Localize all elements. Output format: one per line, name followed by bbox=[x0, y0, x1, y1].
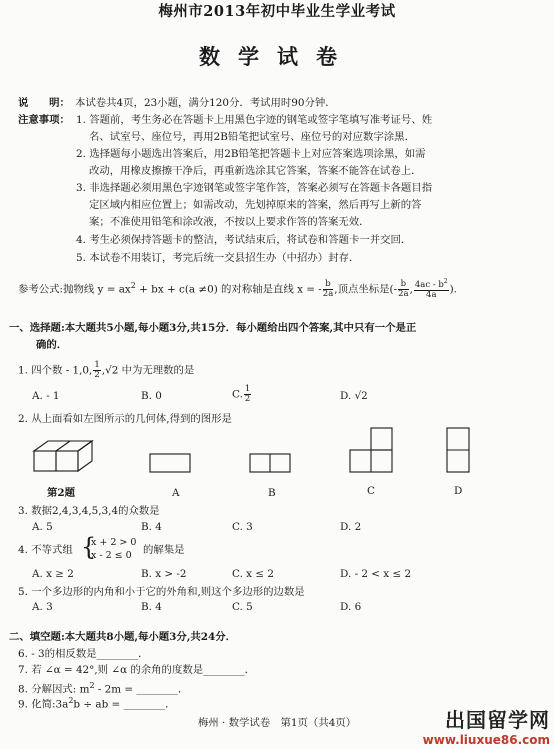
q1-option-b: B. 0 bbox=[141, 390, 162, 402]
q2-option-c-figure bbox=[348, 425, 396, 477]
q2-option-b-figure bbox=[248, 452, 294, 474]
q5-stem: 5. 一个多边形的内角和小于它的外角和,则这个多边形的边数是 bbox=[18, 586, 305, 598]
section-1-title: 一、选择题:本大题共5小题,每小题3分,共15分．每小题给出四个答案,其中只有一个是正 bbox=[9, 322, 417, 334]
note-line: 定区域内相应位置上；如需改动，先划掉原来的答案，然后再写上新的答 bbox=[89, 199, 422, 211]
note-line: 2. 选择题每小题选出答案后，用2B铅笔把答题卡上对应答案选项涂黑，如需 bbox=[76, 148, 426, 160]
q2-label-a: A bbox=[172, 487, 180, 499]
q3-option-c: C. 3 bbox=[232, 521, 253, 533]
q2-option-a-figure bbox=[148, 452, 194, 474]
note-line: 改动，用橡皮擦擦干净后，再重新选涂其它答案，答案不能答在试卷上． bbox=[89, 165, 422, 177]
q3-option-b: B. 4 bbox=[141, 521, 162, 533]
q5-option-a: A. 3 bbox=[32, 601, 53, 613]
note-line: 5. 本试卷不用装订，考完后统一交县招生办（中招办）封存． bbox=[76, 252, 360, 264]
q5-option-d: D. 6 bbox=[340, 601, 362, 613]
note-line: 4. 考生必须保持答题卡的整洁，考试结束后，将试卷和答题卡一并交回． bbox=[76, 234, 412, 246]
q4-stem-a: 4. 不等式组 bbox=[18, 544, 73, 556]
q4-inequality-1: x + 2 > 0 bbox=[91, 537, 137, 548]
q4-option-b: B. x > -2 bbox=[141, 568, 187, 580]
page-footer: 梅州 · 数学试卷 第1页（共4页） bbox=[197, 717, 357, 729]
q3-option-d: D. 2 bbox=[340, 521, 362, 533]
q2-option-d-figure bbox=[444, 425, 474, 477]
q4-stem-b: 的解集是 bbox=[143, 544, 185, 556]
explain-text: 本试卷共4页，23小题，满分120分．考试用时90分钟． bbox=[75, 97, 336, 109]
q3-stem: 3. 数据2,4,3,4,5,3,4的众数是 bbox=[18, 505, 160, 517]
q2-label-b: B bbox=[268, 487, 276, 499]
q4-inequality-2: x - 2 ≤ 0 bbox=[91, 550, 132, 561]
q4-brace: { bbox=[81, 533, 97, 561]
q4-option-a: A. x ≥ 2 bbox=[32, 568, 74, 580]
q1-stem: 1. 四个数 - 1,0, $\frac{1}{2}$ ,√2 中为无理数的是 bbox=[18, 360, 195, 380]
q4-option-c: C. x ≤ 2 bbox=[232, 568, 274, 580]
q2-figure-label: 第2题 bbox=[47, 487, 76, 499]
q6-text: 6. - 3的相反数是________． bbox=[18, 648, 149, 660]
note-line: 3. 非选择题必须用黑色字迹钢笔或签字笔作答，答案必须写在答题卡各题目指 bbox=[76, 182, 433, 194]
exam-title: 梅州市2013年初中毕业生学业考试 bbox=[158, 3, 396, 20]
q5-option-c: C. 5 bbox=[232, 601, 253, 613]
q4-option-d: D. - 2 < x ≤ 2 bbox=[340, 568, 412, 580]
note-line: 名、试室号、座位号，再用2B铅笔把试室号、座位号的对应数字涂黑． bbox=[89, 131, 415, 143]
q2-label-d: D bbox=[454, 485, 463, 497]
watermark-url: www.liuxue86.com bbox=[422, 733, 550, 747]
q2-label-c: C bbox=[367, 485, 375, 497]
watermark-brand: 出国留学网 bbox=[445, 708, 550, 732]
section-2-title: 二、填空题:本大题共8小题,每小题3分,共24分． bbox=[9, 631, 237, 643]
note-line: 案；不准使用铅笔和涂改液，不按以上要求作答的答案无效． bbox=[89, 216, 370, 228]
watermark-logo bbox=[423, 704, 550, 747]
q2-solid-figure bbox=[30, 437, 100, 479]
reference-formula: 参考公式:抛物线 $y = ax^2$ + bx + c(a ≠0) 的对称轴是直线 x = - $\frac{b}{2a}$ ,顶点坐标是(- $\frac{b}{2a}$ , $\frac{4ac - b^2}{4a}$ ). bbox=[18, 278, 458, 300]
section-1-title-cont: 确的． bbox=[36, 339, 68, 351]
q5-option-b: B. 4 bbox=[141, 601, 162, 613]
q9-text: 9. 化简$:3a^2b$ ÷ ab = ________． bbox=[18, 696, 176, 711]
q1-option-a: A. - 1 bbox=[32, 390, 60, 402]
attention-label: 注意事项： bbox=[18, 114, 70, 126]
explain-label: 说 明： bbox=[18, 97, 70, 109]
q3-option-a: A. 5 bbox=[32, 521, 53, 533]
note-line: 1. 答题前，考生务必在答题卡上用黑色字迹的钢笔或签字笔填写准考证号、姓 bbox=[76, 114, 433, 126]
q1-option-d: D. √2 bbox=[340, 390, 368, 402]
subject-title: 数学试卷 bbox=[199, 44, 355, 69]
q7-text: 7. 若 ∠α = 42°,则 ∠α 的余角的度数是________． bbox=[18, 664, 256, 676]
q2-stem: 2. 从上面看如左图所示的几何体,得到的图形是 bbox=[18, 413, 232, 425]
q8-text: 8. 分解因式: $m^2 - 2m$ = ________． bbox=[18, 681, 189, 696]
q1-option-c: C. $\frac{1}{2}$ bbox=[232, 384, 251, 404]
